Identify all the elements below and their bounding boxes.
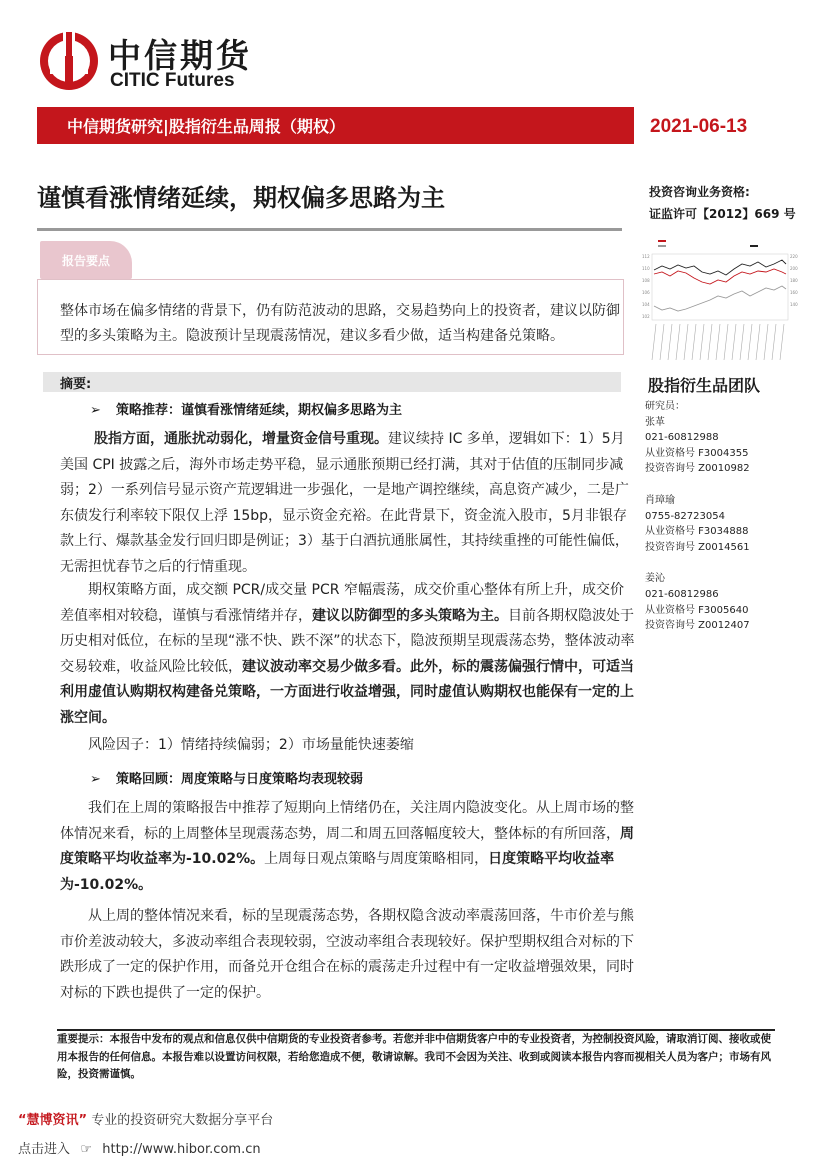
member-cert: 投资咨询号 Z0014561 bbox=[645, 541, 750, 553]
title-divider bbox=[37, 228, 622, 231]
member-name: 肖璋瑜 bbox=[645, 494, 675, 506]
report-series-title: 中信期货研究|股指衍生品周报（期权） bbox=[67, 117, 345, 136]
options-bold-d: 建议波动率交易少做多看。此外，标的震荡偏强行情中，可适当利用虚值认购期权构建备兑策略，一方面进行收益增强，同时虚值认购期权也能保有一定的上涨空间。 bbox=[60, 658, 634, 726]
member-phone: 021-60812986 bbox=[645, 588, 719, 600]
logo-chinese-name: 中信期货 bbox=[108, 36, 252, 75]
member-phone: 0755-82723054 bbox=[645, 510, 725, 522]
review-bold-d: 日度策略平均收益率为-10.02%。 bbox=[60, 851, 615, 893]
recommendation-heading: 策略推荐：谨慎看涨情绪延续，期权偏多思路为主 bbox=[116, 403, 403, 418]
summary-bar bbox=[43, 372, 621, 392]
watermark-url[interactable]: http://www.hibor.com.cn bbox=[102, 1142, 261, 1157]
svg-text:180: 180 bbox=[790, 278, 798, 283]
page-title: 谨慎看涨情绪延续，期权偏多思路为主 bbox=[37, 184, 445, 212]
researcher-label: 研究员： bbox=[645, 401, 685, 412]
svg-text:102: 102 bbox=[642, 314, 650, 319]
svg-text:110: 110 bbox=[642, 266, 650, 271]
watermark-text: 专业的投资研究大数据分享平台 bbox=[91, 1113, 274, 1128]
notice-lead: 重要提示： bbox=[57, 1033, 110, 1045]
section-heading-review bbox=[90, 768, 363, 787]
risk-factors: 风险因子：1）情绪持续偏弱；2）市场量能快速萎缩 bbox=[88, 737, 414, 753]
notice-body: 本报告中发布的观点和信息仅供中信期货的专业投资者参考。若您并非中信期货客户中的专业投资者，为控制投资风险，请取消订阅、接收或使用本报告的任何信息。本报告难以设置访问权限，若给您造成不便，敬请谅解。我司不会因为关注、收到或阅读本报告内容而视相关人员为客户；市场有风险，投资需谨慎。 bbox=[57, 1033, 771, 1080]
paragraph-index bbox=[60, 427, 635, 580]
qualification-line2: 证监许可【2012】669 号 bbox=[649, 207, 796, 221]
thumbnail-chart bbox=[640, 236, 800, 366]
svg-text:112: 112 bbox=[642, 254, 650, 259]
qualification bbox=[649, 181, 796, 225]
member-cert: 投资咨询号 Z0012407 bbox=[645, 620, 750, 632]
svg-text:104: 104 bbox=[642, 302, 650, 307]
paragraph-review bbox=[60, 796, 635, 898]
options-text-a: 期权策略方面，成交额 PCR/成交量 PCR 窄幅震荡，成交价重心整体有所上升，成交价差值率相对较稳，谨慎与看涨情绪并存， bbox=[60, 582, 624, 624]
svg-text:140: 140 bbox=[790, 302, 798, 307]
member-cert: 从业资格号 F3034888 bbox=[645, 526, 749, 538]
svg-text:108: 108 bbox=[642, 278, 650, 283]
team-title: 股指衍生品团队 bbox=[648, 376, 761, 395]
watermark-link-label: 点击进入 bbox=[18, 1142, 71, 1157]
svg-text:220: 220 bbox=[790, 254, 798, 259]
svg-text:160: 160 bbox=[790, 290, 798, 295]
review-bold-b: 周度策略平均收益率为-10.02%。 bbox=[60, 825, 634, 867]
paragraph-options bbox=[60, 578, 635, 731]
watermark-line bbox=[18, 1109, 273, 1128]
member-cert: 从业资格号 F3005640 bbox=[645, 604, 749, 616]
key-points-tab bbox=[40, 241, 132, 279]
paragraph-overview: 从上周的整体情况来看，标的呈现震荡态势，各期权隐含波动率震荡回落，牛市价差与熊市价差波动较大，多波动率组合表现较弱，空波动率组合表现较好。保护型期权组合对标的下跌形成了一定的保护作用，而备兑开仓组合在标的震荡走升过程中有一定收益增强效果，同时对标的下跌也提供了一定的保护。 bbox=[60, 908, 634, 1001]
hand-pointer-icon: ☞ bbox=[80, 1142, 92, 1157]
svg-text:106: 106 bbox=[642, 290, 650, 295]
logo-english-name: CITIC Futures bbox=[110, 70, 235, 91]
citic-logo-icon bbox=[38, 30, 100, 92]
member-phone: 021-60812988 bbox=[645, 432, 719, 444]
footer-notice bbox=[57, 1031, 779, 1084]
options-text-c: 目前各期权隐波处于历史相对低位，在标的呈现“涨不快、跌不深”的状态下，隐波预期呈现震荡态势，整体波动率交易较难，收益风险比较低， bbox=[60, 607, 635, 675]
paragraph-index-lead: 股指方面，通胀扰动弱化，增量资金信号重现。 bbox=[94, 431, 388, 447]
options-bold-b: 建议以防御型的多头策略为主。 bbox=[312, 607, 508, 624]
member-cert: 从业资格号 F3004355 bbox=[645, 447, 749, 459]
key-points-tab-label: 报告要点 bbox=[62, 254, 111, 268]
summary-label: 摘要: bbox=[60, 377, 92, 392]
member-name: 张革 bbox=[645, 416, 665, 428]
svg-text:200: 200 bbox=[790, 266, 798, 271]
review-text-a: 我们在上周的策略报告中推荐了短期向上情绪仍在，关注周内隐波变化。从上周市场的整体情况来看，标的上周整体呈现震荡态势，周二和周五回落幅度较大，整体标的有所回落， bbox=[60, 800, 634, 842]
review-text-c: 上周每日观点策略与周度策略相同， bbox=[264, 851, 489, 867]
key-points-text: 整体市场在偏多情绪的背景下，仍有防范波动的思路，交易趋势向上的投资者，建议以防御型的多头策略为主。隐波预计呈现震荡情况，建议多看少做，适当构建备兑策略。 bbox=[60, 303, 620, 344]
watermark-brand: “慧博资讯” bbox=[18, 1113, 88, 1128]
arrow-bullet-icon: ➢ bbox=[90, 403, 101, 418]
section-heading-recommendation bbox=[90, 399, 402, 418]
qualification-line1: 投资咨询业务资格: bbox=[649, 185, 750, 199]
review-heading: 策略回顾：周度策略与日度策略均表现较弱 bbox=[116, 772, 364, 787]
report-date: 2021-06-13 bbox=[650, 116, 748, 137]
member-cert: 投资咨询号 Z0010982 bbox=[645, 463, 750, 475]
member-name: 姜沁 bbox=[645, 573, 665, 585]
arrow-bullet-icon: ➢ bbox=[90, 772, 101, 787]
paragraph-index-body: 建议续持 IC 多单，逻辑如下：1）5月美国 CPI 披露之后，海外市场走势平稳，显示通胀预期已经打满，其对于估值的压制同步减弱；2）一系列信号显示资产荒逻辑进一步强化，一是地产调控继续，高息资产减少，二是广东债发行利率较下限仅上浮 15bp，显示资金充裕。在此背景下，资金流入股市，5月非银存款上行、爆款基金发行回归即是例证；3）基于白酒抗通胀属性，其持续重挫的可能性偏低，无需担忧春节之后的行情重现。 bbox=[60, 431, 629, 575]
team-members bbox=[645, 399, 750, 634]
watermark-link-line bbox=[18, 1138, 261, 1157]
